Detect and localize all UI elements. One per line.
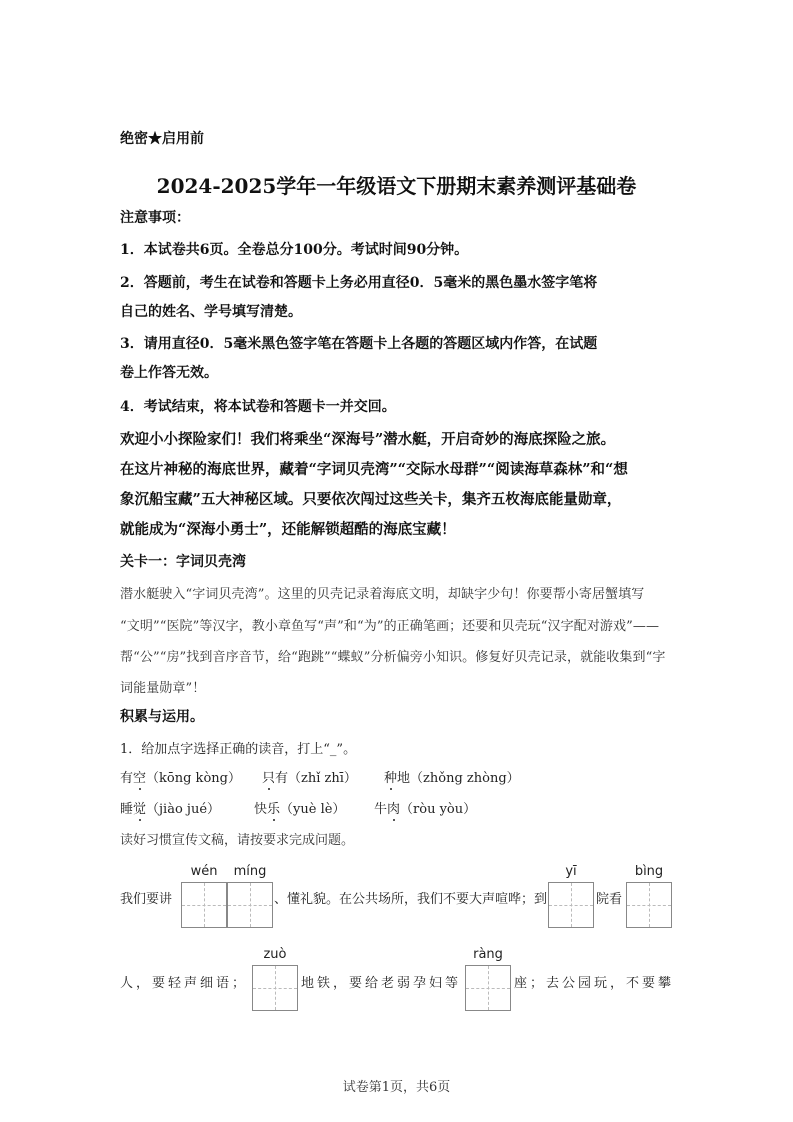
pinyin-wen: wén	[190, 864, 218, 879]
notice-heading: 注意事项：	[120, 210, 190, 226]
tianzige-box-wen[interactable]	[181, 882, 227, 928]
tianzige-box-rang[interactable]	[465, 965, 511, 1011]
option-char: 快	[254, 802, 268, 817]
dotted-char: 觉	[133, 798, 146, 817]
section-title: 积累与运用。	[120, 709, 204, 725]
tianzige-box-ming[interactable]	[227, 882, 273, 928]
option-zhongdi[interactable]	[384, 767, 520, 786]
tianzige-box-yi[interactable]	[548, 882, 594, 928]
dotted-char: 种	[384, 767, 397, 786]
intro-line-2: 在这片神秘的海底世界，藏着“字词贝壳湾”“交际水母群”“阅读海草森林”和“想	[120, 461, 628, 478]
story-line-1: 潜水艇驶入“字词贝壳湾”。这里的贝壳记录着海底文明，却缺字少句！你要帮小寄居蟹填写	[120, 587, 645, 602]
notice-item-2: 2．答题前，考生在试卷和答题卡上务必用直径0．5毫米的黑色墨水签字笔将	[120, 275, 598, 291]
page-title: 2024-2025学年一年级语文下册期末素养测评基础卷	[156, 174, 637, 198]
option-shuijiao[interactable]	[120, 798, 220, 817]
story-line-3: 帮“公”“房”找到音序音节，给“跑跳”“蝶蚁”分析偏旁小知识。修复好贝壳记录，就能收集到“字	[120, 650, 666, 665]
notice-item-4: 4．考试结束，将本试卷和答题卡一并交回。	[120, 399, 396, 415]
fill-line-2-seg2: 地铁，要给老弱孕妇等	[301, 976, 462, 991]
option-kuaile[interactable]	[254, 798, 345, 817]
pinyin-bing: bìng	[634, 864, 664, 879]
option-pinyin: （yuè lè）	[280, 802, 346, 817]
option-pinyin: （ròu yòu）	[400, 802, 477, 817]
notice-item-3: 3．请用直径0．5毫米黑色签字笔在答题卡上各题的答题区域内作答，在试题	[120, 336, 598, 352]
pinyin-rang: ràng	[473, 947, 503, 962]
option-char: 牛	[374, 802, 388, 817]
option-char: 有	[120, 771, 134, 786]
intro-line-1: 欢迎小小探险家们！我们将乘坐“深海号”潜水艇，开启奇妙的海底探险之旅。	[120, 431, 616, 448]
intro-line-4: 就能成为“深海小勇士”，还能解锁超酷的海底宝藏！	[120, 521, 456, 538]
option-char: 有	[275, 771, 289, 786]
fill-line-1-seg3: 院看	[596, 892, 623, 907]
option-youkong[interactable]	[120, 767, 241, 786]
confidential-label: 绝密★启用前	[120, 131, 204, 147]
option-pinyin: （kōng kòng）	[146, 771, 241, 786]
fill-line-1-seg1: 我们要讲	[120, 892, 173, 907]
option-pinyin: （zhǐ zhī）	[288, 771, 357, 786]
pinyin-zuo: zuò	[263, 947, 287, 962]
level-title: 关卡一：字词贝壳湾	[120, 554, 246, 570]
fill-line-2-seg1: 人，要轻声细语；	[120, 976, 249, 991]
notice-item-3-cont: 卷上作答无效。	[120, 365, 218, 381]
notice-item-2-cont: 自己的姓名、学号填写清楚。	[120, 304, 302, 320]
story-line-4: 词能量勋章”！	[120, 681, 206, 696]
fill-line-2-seg3: 座；去公园玩，不要攀	[514, 976, 675, 991]
page-footer: 试卷第1页，共6页	[342, 1080, 451, 1095]
notice-item-1: 1．本试卷共6页。全卷总分100分。考试时间90分钟。	[120, 242, 469, 258]
option-zhiyou[interactable]	[262, 767, 357, 786]
pinyin-yi: yī	[565, 864, 577, 879]
dotted-char: 只	[262, 767, 275, 786]
option-pinyin: （zhǒng zhòng）	[410, 771, 520, 786]
question-1-prompt: 1．给加点字选择正确的读音，打上“_”。	[120, 742, 357, 757]
fill-line-1-seg2: 、懂礼貌。在公共场所，我们不要大声喧哗；到	[274, 892, 548, 907]
dotted-char: 肉	[387, 798, 400, 817]
intro-line-3: 象沉船宝藏”五大神秘区域。只要依次闯过这些关卡，集齐五枚海底能量勋章，	[120, 491, 622, 508]
tianzige-box-zuo[interactable]	[252, 965, 298, 1011]
question-2-prompt: 读好习惯宣传文稿，请按要求完成问题。	[120, 833, 355, 848]
option-char: 睡	[120, 802, 134, 817]
option-char: 地	[397, 771, 411, 786]
story-line-2: “文明”“医院”等汉字，教小章鱼写“声”和“为”的正确笔画；还要和贝壳玩“汉字配对游戏”——	[120, 619, 660, 634]
option-niurou[interactable]	[374, 798, 476, 817]
dotted-char: 空	[133, 767, 146, 786]
option-pinyin: （jiào jué）	[146, 802, 221, 817]
pinyin-ming: míng	[233, 864, 267, 879]
dotted-char: 乐	[267, 798, 280, 817]
tianzige-box-bing[interactable]	[626, 882, 672, 928]
